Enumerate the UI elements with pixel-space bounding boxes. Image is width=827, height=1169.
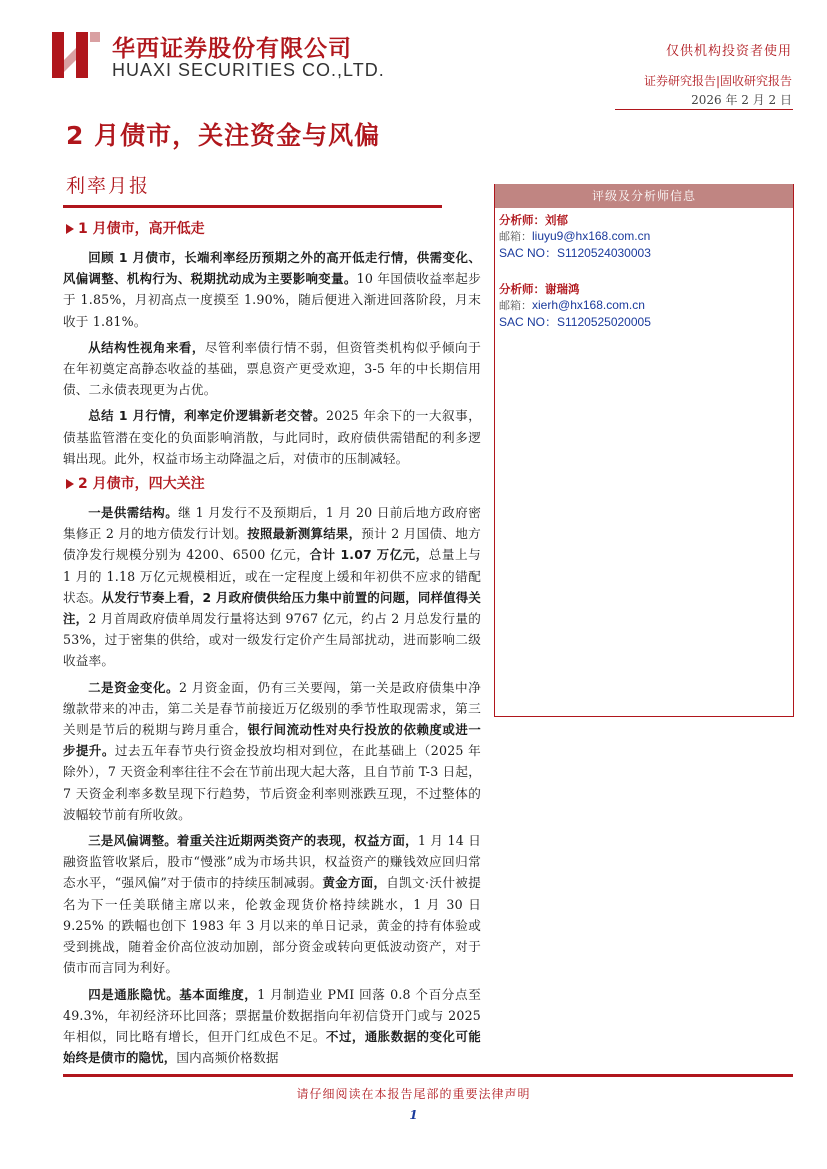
analyst-sac: SAC NO：S1120525020005 [499, 315, 651, 329]
body-paragraph [63, 405, 481, 469]
emphasis-text: 四是通胀隐忧。基本面维度， [88, 986, 258, 1002]
emphasis-text: 二是资金变化。 [88, 679, 179, 695]
report-title: 2 月债市，关注资金与风偏 [66, 121, 381, 150]
header-divider [615, 109, 793, 110]
section-heading [63, 473, 481, 495]
analyst-info-heading: 评级及分析师信息 [495, 184, 793, 208]
legal-disclaimer: 请仔细阅读在本报告尾部的重要法律声明 [296, 1087, 531, 1101]
triangle-bullet-icon [66, 224, 74, 234]
emphasis-text: 银行间流动性对央行投放的依赖度或进一步提升。 [63, 722, 481, 759]
body-paragraph [63, 502, 481, 672]
body-text: 2 月资金面，仍有三关要闯，第一关是政府债集中净缴款带来的冲击，第二关是春节前接近万亿级别的季节性取现需求，第三关则是节后的税期与跨月重合， [63, 679, 481, 738]
body-text: 尽管利率债行情不弱，但资管类机构似乎倾向于在年初奠定高静态收益的基础，票息资产更受欢迎，3-5 年的中长期信用债、二永债表现更为占优。 [63, 339, 481, 398]
page-number: 1 [409, 1108, 418, 1122]
body-text: 国内高频价格数据 [176, 1050, 279, 1066]
emphasis-text: 从发行节奏上看，2 月政府债供给压力集中前置的问题，同样值得关注， [63, 589, 481, 627]
emphasis-text: 一是供需结构。 [88, 505, 179, 521]
report-category: 利率月报 [66, 175, 151, 197]
report-date: 2026 年 2 月 2 日 [691, 93, 792, 107]
emphasis-text: 按照最新测算结果， [247, 526, 362, 542]
body-paragraph [63, 337, 481, 401]
analyst-email[interactable]: xierh@hx168.com.cn [532, 298, 645, 312]
body-text: 总量上与 1 月的 1.18 万亿元规模相近，或在一定程度上缓和年初供不应求的错配状态。 [63, 547, 481, 605]
body-text: 自凯文·沃什被提名为下一任美联储主席以来，伦敦金现货价格持续跳水，1 月 30 日 9.25% 的跌幅也创下 1983 年 3 月以来的单日记录，黄金的持有体验或受到挑战，随着金价高位波动加剧，部分资金或转向更低波动资产，对于债市而言同为利好。 [63, 875, 482, 976]
report-type: 证券研究报告|固收研究报告 [643, 74, 792, 88]
section-heading [63, 218, 481, 240]
body-paragraph [63, 830, 481, 978]
analyst-card [495, 281, 793, 330]
email-label: 邮箱： [499, 299, 532, 312]
section-heading-text: 2 月债市，四大关注 [78, 476, 205, 493]
audience-note: 仅供机构投资者使用 [665, 44, 792, 59]
analyst-name: 分析师：谢瑞鸿 [499, 282, 580, 296]
emphasis-text: 从结构性视角来看， [88, 339, 205, 355]
body-text: 2025 年余下的一大叙事，债基监管潜在变化的负面影响消散，与此同时，政府债供需错配的利多逻辑出现。此外，权益市场主动降温之后，对债市的压制减轻。 [63, 408, 481, 466]
body-text: 过去五年春节央行资金投放均相对到位，在此基础上（2025 年除外），7 天资金利率往往不会在节前出现大起大落，且自节前 T-3 日起，7 天资金利率多数呈现下行趋势，节后资金利率则涨跌互现，不过整体的波幅较节前有所收敛。 [63, 743, 481, 822]
body-text: 10 年国债收益率起步于 1.85%，月初高点一度摸至 1.90%，随后便进入渐进回落阶段，月末收于 1.81%。 [63, 271, 481, 329]
emphasis-text: 黄金方面， [322, 875, 387, 891]
category-divider [63, 205, 442, 208]
section-heading-text: 1 月债市，高开低走 [78, 221, 205, 237]
body-text: 2 月首周政府债单周发行量将达到 9767 亿元，约占 2 月总发行量的 53%，过于密集的供给，或对一级发行定价产生局部扰动，进而影响二级收益率。 [63, 611, 481, 669]
body-text: 预计 2 月国债、地方债净发行规模分别为 4200、6500 亿元， [63, 526, 481, 563]
company-logo [52, 30, 102, 80]
analyst-sac: SAC NO：S1120524030003 [499, 246, 651, 260]
emphasis-text: 回顾 1 月债市，长端利率经历预期之外的高开低走行情，供需变化、风偏调整、机构行为、税期扰动成为主要影响变量。 [63, 250, 481, 287]
company-name-cn: 华西证券股份有限公司 [112, 36, 352, 62]
emphasis-text: 不过，通胀数据的变化可能始终是债市的隐忧， [63, 1028, 482, 1066]
body-paragraph [63, 984, 481, 1069]
analyst-name: 分析师：刘郁 [499, 213, 568, 227]
body-paragraph [63, 247, 481, 332]
company-name-en: HUAXI SECURITIES CO.,LTD. [112, 60, 385, 80]
body-text: 1 月 14 日融资监管收紧后，股市“慢涨”成为市场共识，权益资产的赚钱效应回归常态水平，“强风偏”对于债市的持续压制减弱。 [63, 833, 481, 891]
emphasis-text: 总结 1 月行情，利率定价逻辑新老交替。 [88, 408, 326, 424]
emphasis-text: 三是风偏调整。着重关注近期两类资产的表现，权益方面， [88, 833, 418, 849]
analyst-info-panel [494, 184, 794, 717]
emphasis-text: 合计 1.07 万亿元， [309, 547, 429, 563]
report-body [63, 218, 481, 1068]
analyst-card [495, 212, 793, 261]
footer-divider [63, 1074, 793, 1077]
body-text: 继 1 月发行不及预期后，1 月 20 日前后地方政府密集修正 2 月的地方债发行计划。 [63, 505, 481, 542]
body-text: 1 月制造业 PMI 回落 0.8 个百分点至 49.3%，年初经济环比回落；票据量价数据指向年初信贷开门或与 2025 年相似，同比略有增长，但开门红成色不足。 [63, 986, 481, 1044]
analyst-email[interactable]: liuyu9@hx168.com.cn [532, 229, 651, 243]
email-label: 邮箱： [499, 230, 532, 243]
triangle-bullet-icon [66, 479, 74, 489]
body-paragraph [63, 677, 481, 825]
